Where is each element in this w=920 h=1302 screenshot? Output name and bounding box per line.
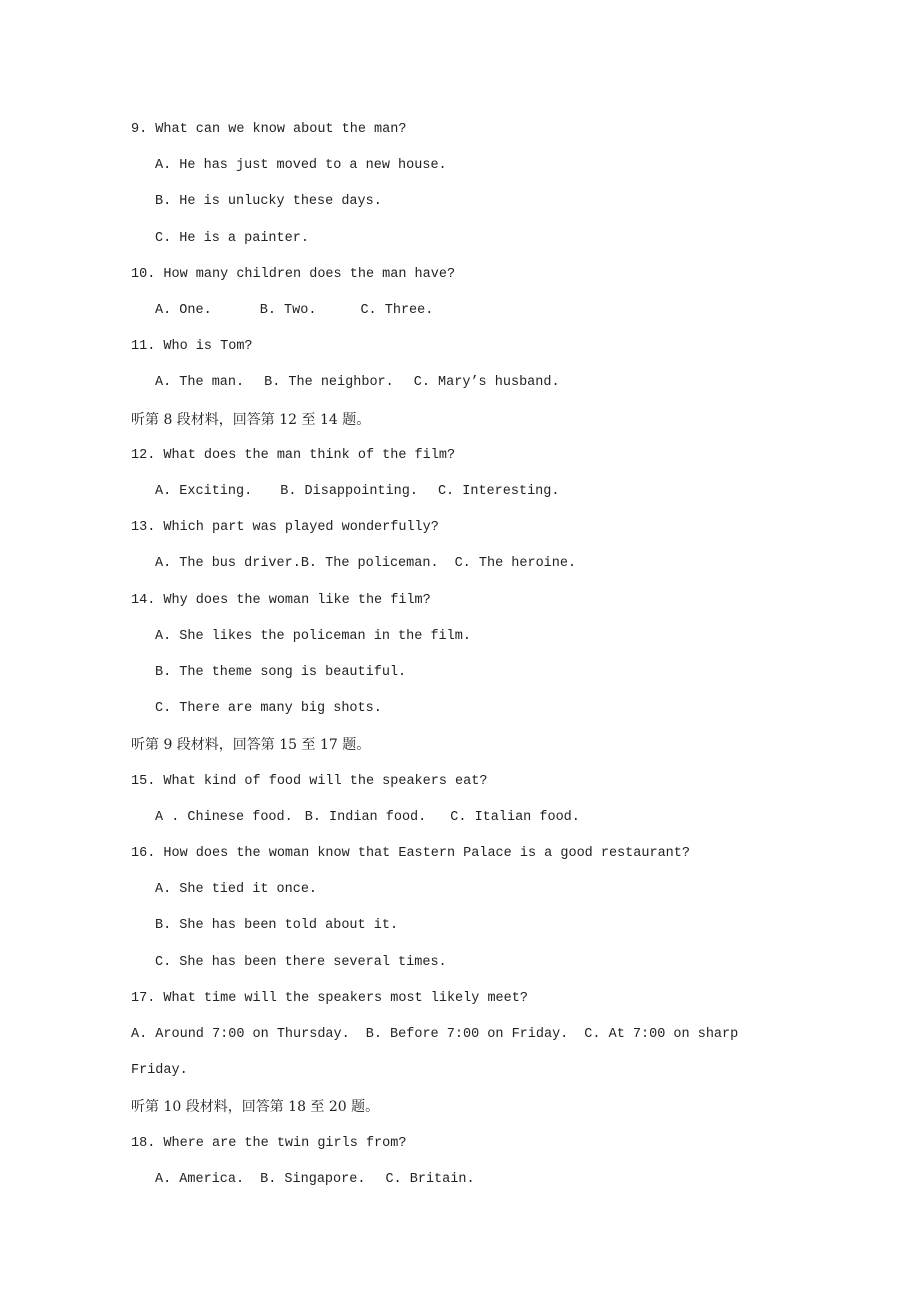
answer-options [155,555,576,573]
question-text: 15. What kind of food will the speakers eat? [131,773,488,789]
question-text: 9. What can we know about the man? [131,122,407,137]
question-text: 14. Why does the woman like the film? [131,592,431,608]
answer-options [155,809,580,827]
answer-options: B. She has been told about it. [155,918,399,934]
answer-option: C. The heroine. [454,556,577,572]
question-text: 10. How many children does the man have? [131,266,456,282]
answer-option: A . Chinese food. [155,809,293,825]
answer-options [155,374,560,392]
section-heading: 听第 8 段材料，回答第 12 至 14 题。 [131,411,371,428]
answer-option: A. America. [155,1171,245,1187]
answer-options [155,1171,475,1189]
answer-option: C. Britain. [385,1171,475,1187]
answer-options: B. The theme song is beautiful. [155,665,407,680]
answer-options: C. There are many big shots. [155,701,382,717]
answer-options [155,483,559,501]
answer-option: B. Disappointing. [280,484,418,499]
answer-option: C. Mary’s husband. [413,375,560,391]
answer-option: B. The neighbor. [264,375,394,391]
answer-option: A. One. [155,303,212,318]
question-text: 11. Who is Tom? [131,339,253,355]
answer-option: C. At 7:00 on sharp [584,1027,739,1042]
section-heading: 听第 9 段材料，回答第 15 至 17 题。 [131,737,371,754]
answer-option: C. Italian food. [450,809,580,825]
answer-option: A. The bus driver. [155,556,301,572]
answer-option: C. Interesting. [437,484,560,499]
answer-option: C. Three. [360,303,434,318]
answer-options: C. He is a painter. [155,230,309,246]
answer-option: B. Indian food. [304,809,427,825]
question-text: 18. Where are the twin girls from? [131,1135,407,1151]
question-text: 13. Which part was played wonderfully? [131,520,439,536]
answer-option: B. Two. [259,303,317,318]
answer-options: A. She tied it once. [155,882,318,898]
question-text: 17. What time will the speakers most likely meet? [131,990,528,1006]
answer-option: A. Around 7:00 on Thursday. [131,1027,350,1042]
answer-options: A. He has just moved to a new house. [155,158,447,174]
answer-options [155,302,433,320]
answer-options: A. She likes the policeman in the film. [155,628,471,644]
answer-options: B. He is unlucky these days. [155,194,382,210]
question-text: 12. What does the man think of the film? [131,447,456,463]
question-text: 16. How does the woman know that Eastern Palace is a good restaurant? [131,846,690,861]
question-text [131,1026,738,1044]
answer-option: B. The policeman. [300,556,439,572]
answer-option: B. Singapore. [260,1171,366,1187]
answer-option: B. Before 7:00 on Friday. [365,1027,569,1042]
answer-option: A. Exciting. [155,484,253,499]
answer-options: C. She has been there several times. [155,954,447,970]
section-heading: 听第 10 段材料，回答第 18 至 20 题。 [131,1099,380,1116]
question-text: Friday. [131,1063,188,1079]
answer-option: A. The man. [155,375,245,391]
